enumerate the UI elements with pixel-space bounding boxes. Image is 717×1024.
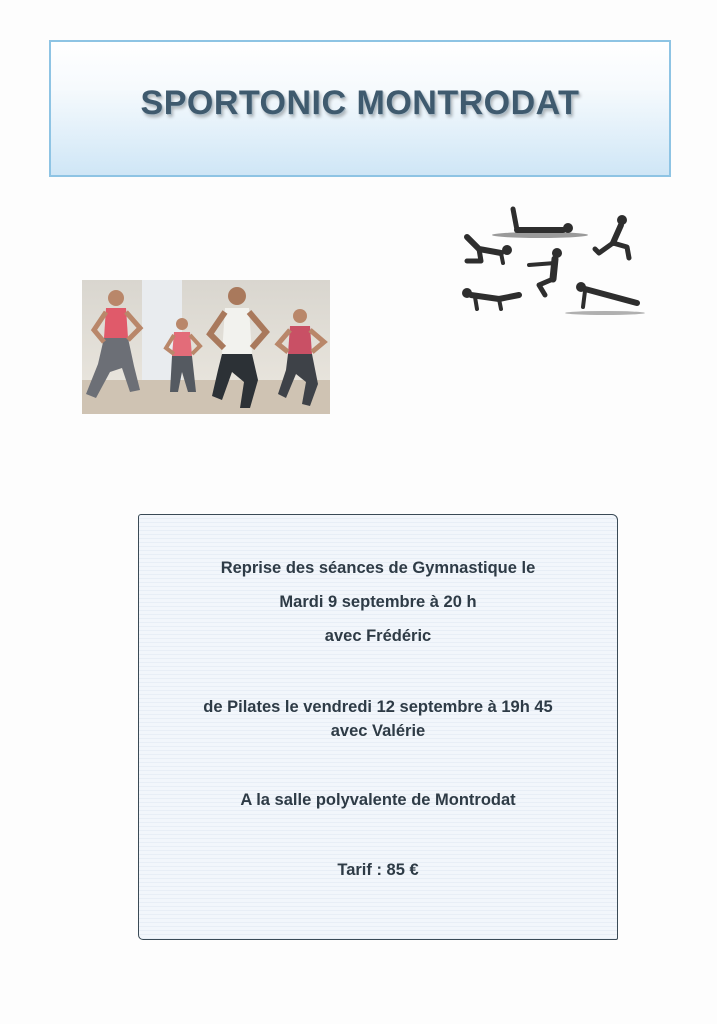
title-banner [49,40,671,177]
page-title: SPORTONIC MONTRODAT [140,84,580,122]
pilates-instructor-text: avec Valérie [330,722,426,740]
pilates-date-text: de Pilates le vendredi 12 septembre à 19h 45 [203,698,553,716]
gym-resume-text: Reprise des séances de Gymnastique le [220,559,536,577]
venue-text: A la salle polyvalente de Montrodat [240,791,516,809]
fitness-class-image [82,280,330,414]
fitness-class-photo [82,280,330,414]
exercise-figures-graphic [455,203,645,321]
session-info-box [138,514,618,940]
gym-date-text: Mardi 9 septembre à 20 h [279,593,477,611]
exercise-silhouettes-icon [455,203,645,321]
price-text: Tarif : 85 € [337,861,419,879]
gym-instructor-text: avec Frédéric [324,627,432,645]
